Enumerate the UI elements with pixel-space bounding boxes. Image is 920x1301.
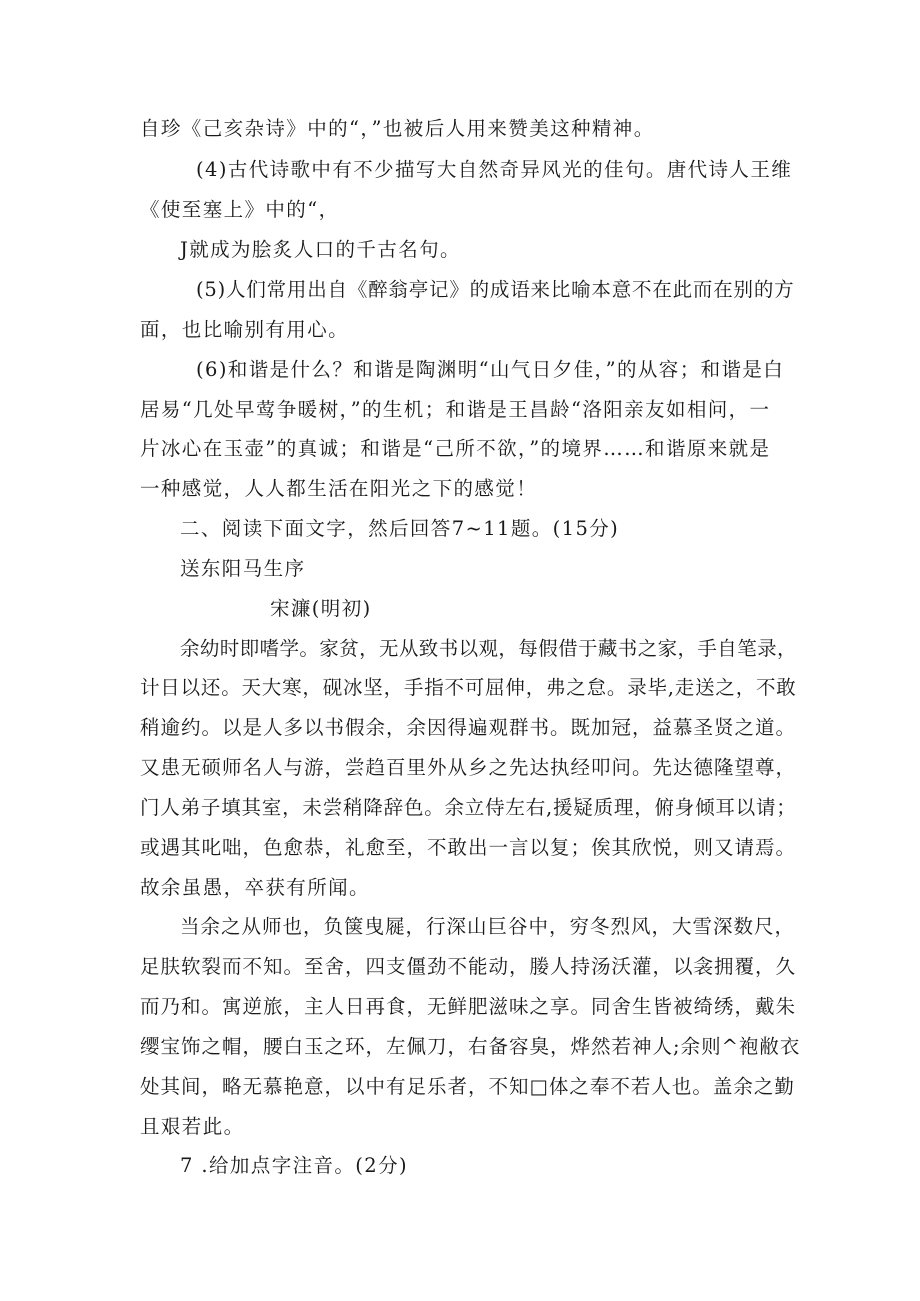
question-4-line-3: J就成为脍炙人口的千古名句。: [180, 238, 461, 261]
passage-para-2-line-2: 足肤软裂而不知。至舍，四支僵劲不能动，媵人持汤沃灌，以衾拥覆，久: [140, 955, 797, 978]
passage-para-2-line-4: 缨宝饰之帽，腰白玉之环，左佩刀，右备容臭，烨然若神人;余则^袍敝衣: [140, 1035, 801, 1058]
passage-para-1-line-1: 余幼时即嗜学。家贫，无从致书以观，每假借于藏书之家，手自笔录，: [180, 637, 797, 660]
section-2-heading: 二、阅读下面文字，然后回答7~11题。(15分): [180, 517, 620, 540]
text-line-1: 自珍《己亥杂诗》中的“，”也被后人用来赞美这种精神。: [140, 117, 655, 140]
question-4-line-1: (4)古代诗歌中有不少描写大自然奇异风光的佳句。唐代诗人王维: [196, 158, 793, 181]
passage-para-2-line-6: 且艰若此。: [140, 1115, 245, 1138]
question-5-line-2: 面，也比喻别有用心。: [140, 318, 350, 341]
passage-para-1-line-2: 计日以还。天大寒，砚冰坚，手指不可屈伸，弗之怠。录毕,走送之，不敢: [140, 676, 797, 699]
passage-para-1-line-7: 故余虽愚，卒获有所闻。: [140, 876, 370, 899]
passage-para-1-line-3: 稍逾约。以是人多以书假余，余因得遍观群书。既加冠，益慕圣贤之道。: [140, 716, 797, 739]
passage-title: 送东阳马生序: [180, 557, 306, 580]
passage-para-2-line-3: 而乃和。寓逆旅，主人日再食，无鲜肥滋味之享。同舍生皆被绮绣，戴朱: [140, 995, 797, 1018]
passage-para-1-line-6: 或遇其叱咄，色愈恭，礼愈至，不敢出一言以复；俟其欣悦，则又请焉。: [140, 836, 797, 859]
passage-para-2-line-1: 当余之从师也，负箧曳屣，行深山巨谷中，穷冬烈风，大雪深数尺，: [180, 915, 796, 938]
question-6-line-3: 片冰心在玉壶”的真诚；和谐是“己所不欲，”的境界……和谐原来就是: [140, 437, 771, 460]
passage-para-2-line-5: 处其间，略无慕艳意，以中有足乐者，不知□体之奉不若人也。盖余之勤: [140, 1075, 795, 1098]
question-4-line-2: 《使至塞上》中的“，: [140, 198, 340, 221]
question-5-line-1: (5)人们常用出自《醉翁亭记》的成语来比喻本意不在此而在别的方: [196, 278, 795, 301]
question-7: 7 .给加点字注音。(2分): [180, 1154, 409, 1177]
question-6-line-1: (6)和谐是什么？和谐是陶渊明“山气日夕佳，”的从容；和谐是白: [196, 358, 785, 381]
passage-para-1-line-5: 门人弟子填其室，未尝稍降辞色。余立侍左右,援疑质理，俯身倾耳以请；: [140, 796, 797, 819]
question-6-line-2: 居易“几处早莺争暖树，”的生机；和谐是王昌龄“洛阳亲友如相问，一: [140, 398, 771, 421]
question-6-line-4: 一种感觉，人人都生活在阳光之下的感觉！: [140, 477, 538, 500]
passage-author: 宋濂(明初): [270, 597, 372, 620]
passage-para-1-line-4: 又患无硕师名人与游，尝趋百里外从乡之先达执经叩问。先达德隆望尊，: [140, 756, 797, 779]
